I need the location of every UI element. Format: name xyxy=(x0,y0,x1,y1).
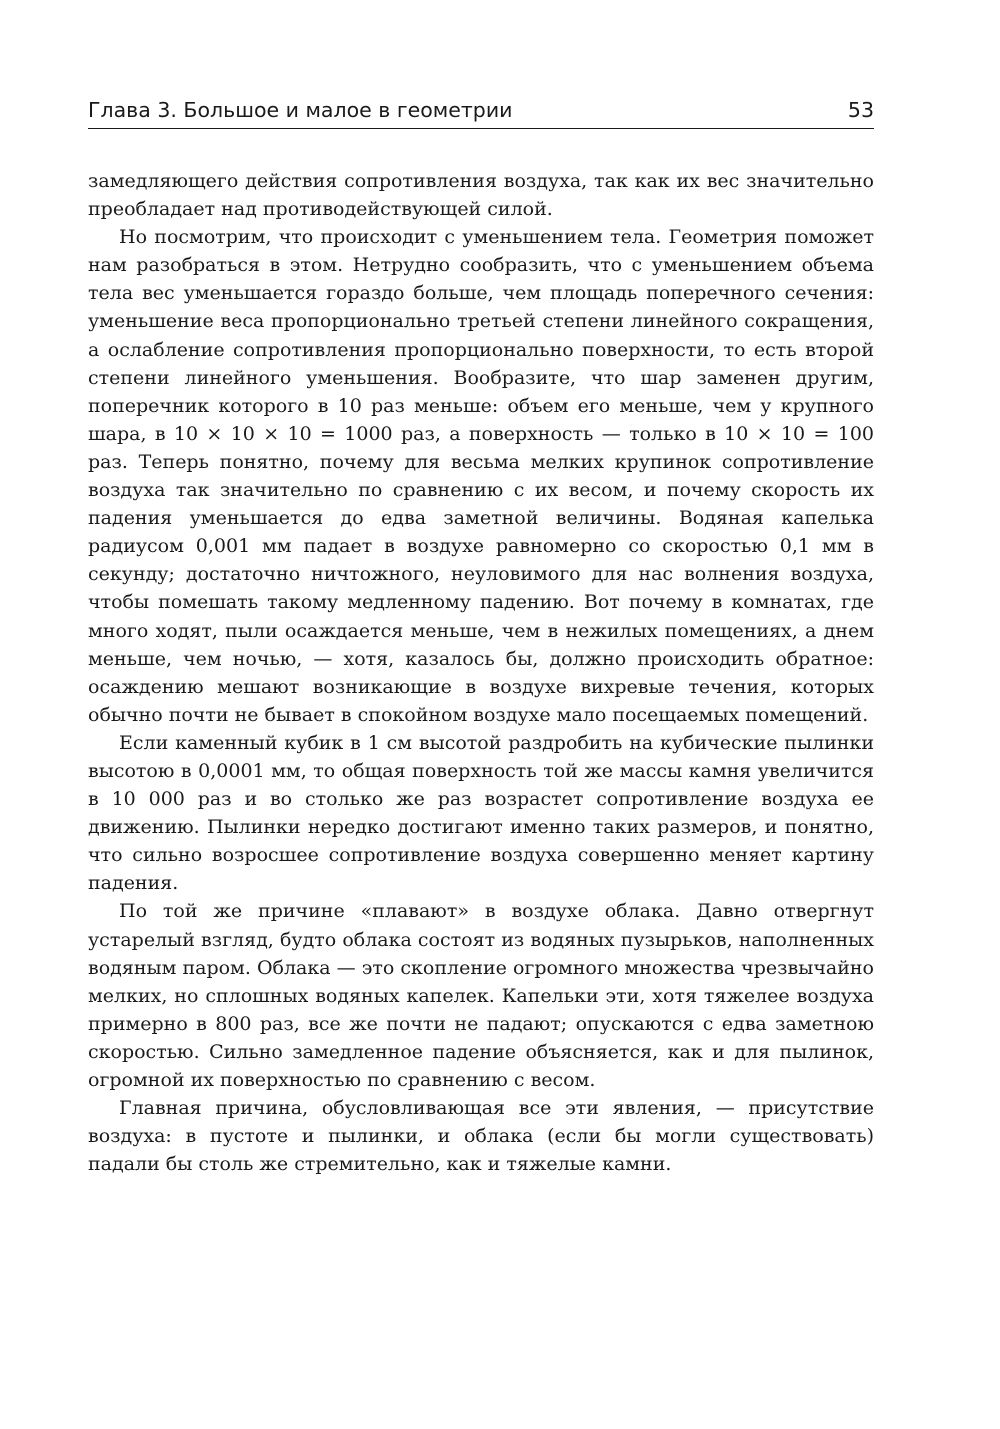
page-number: 53 xyxy=(847,98,874,122)
body-text xyxy=(88,167,874,1178)
chapter-title: Глава 3. Большое и малое в геометрии xyxy=(88,98,513,122)
paragraph: Если каменный кубик в 1 см высотой раздробить на кубические пылинки высотою в 0,0001 мм, то общая поверхность той же массы камня увеличится в 10 000 раз и во столько же раз возрастет сопротивление воздуха ее движению. Пылинки нередко достигают именно таких размеров, и понятно, что сильно возросшее сопротивление воздуха совершенно меняет картину падения. xyxy=(88,731,874,895)
paragraph: Главная причина, обусловливающая все эти явления, — присутствие воздуха: в пустоте и пылинки, и облака (если бы могли существовать) падали бы столь же стремительно, как и тяжелые камни. xyxy=(88,1097,874,1176)
book-page xyxy=(88,96,874,1178)
paragraph: Но посмотрим, что происходит с уменьшением тела. Геометрия поможет нам разобраться в этом. Нетрудно сообразить, что с уменьшением объема тела вес уменьшается гораздо больше, чем площадь поперечного сечения: уменьшение веса пропорционально третьей степени линейного сокращения, а ослабление сопротивления пропорционально поверхности, то есть второй степени линейного уменьшения. Вообразите, что шар заменен другим, поперечник которого в 10 раз меньше: объем его меньше, чем у крупного шара, в 10 × 10 × 10 = 1000 раз, а поверхность — только в 10 × 10 = 100 раз. Теперь понятно, почему для весьма мелких крупинок сопротивление воздуха так значительно по сравнению с их весом, и почему скорость их падения уменьшается до едва заметной величины. Водяная капелька радиусом 0,001 мм падает в воздухе равномерно со скоростью 0,1 мм в секунду; достаточно ничтожного, неуловимого для нас волнения воздуха, чтобы помешать такому медленному падению. Вот почему в комнатах, где много ходят, пыли осаждается меньше, чем в нежилых помещениях, а днем меньше, чем ночью, — хотя, казалось бы, должно происходить обратное: осаждению мешают возникающие в воздухе вихревые течения, которых обычно почти не бывает в спокойном воздухе мало посещаемых помещений. xyxy=(88,226,874,726)
running-header xyxy=(88,96,874,129)
paragraph-continuation: замедляющего действия сопротивления воздуха, так как их вес значительно преобладает над противодействующей силой. xyxy=(88,170,874,221)
paragraph: По той же причине «плавают» в воздухе облака. Давно отвергнут устарелый взгляд, будто облака состоят из водяных пузырьков, наполненных водяным паром. Облака — это скопление огромного множества чрезвычайно мелких, но сплошных водяных капелек. Капельки эти, хотя тяжелее воздуха примерно в 800 раз, все же почти не падают; опускаются с едва заметною скоростью. Сильно замедленное падение объясняется, как и для пылинок, огромной их поверхностью по сравнению с весом. xyxy=(88,900,874,1091)
